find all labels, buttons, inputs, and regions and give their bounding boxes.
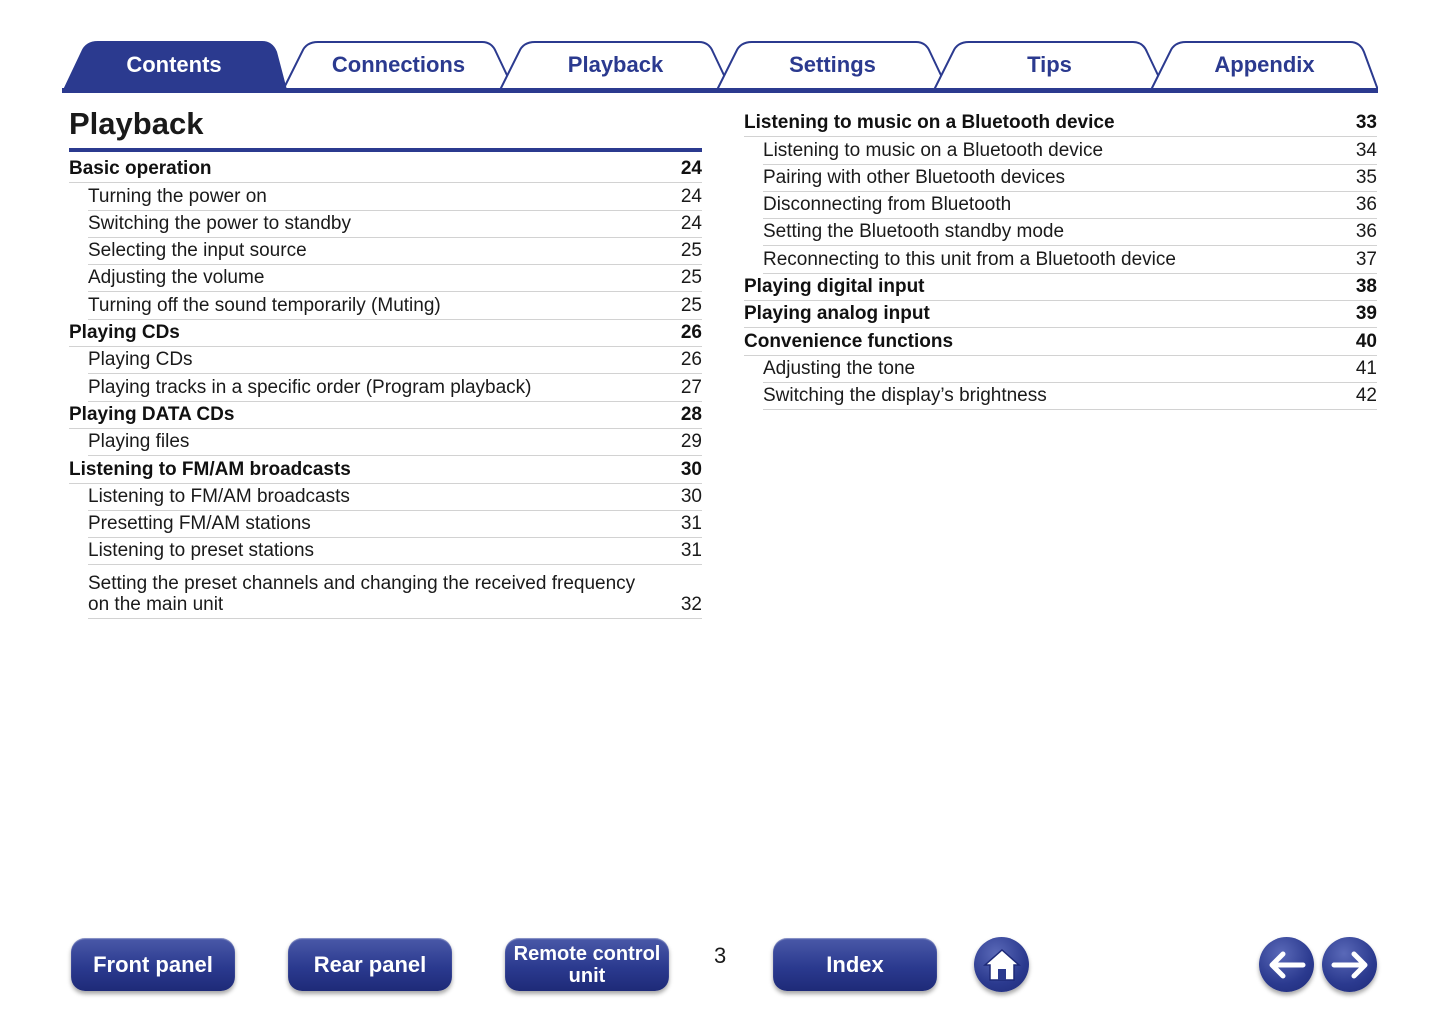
toc-title: Listening to music on a Bluetooth device — [744, 112, 1115, 134]
back-button[interactable] — [1259, 937, 1314, 992]
arrow-left-icon — [1267, 950, 1307, 980]
toc-page: 31 — [680, 513, 702, 535]
index-button[interactable] — [773, 938, 937, 991]
toc-section-bluetooth[interactable] — [744, 110, 1377, 137]
toc-page: 39 — [1355, 303, 1377, 325]
toc-section-analog-input[interactable] — [744, 301, 1377, 328]
toc-page: 41 — [1355, 357, 1377, 379]
toc-title: Turning the power on — [88, 185, 267, 207]
page-number: 3 — [714, 943, 727, 968]
toc-title: Presetting FM/AM stations — [88, 513, 311, 535]
toc-item[interactable] — [88, 429, 702, 456]
toc-page: 36 — [1355, 194, 1377, 216]
tab-settings[interactable]: Settings — [789, 52, 876, 77]
toc-page: 25 — [680, 294, 702, 316]
toc-page: 42 — [1355, 385, 1377, 407]
toc-page: 25 — [680, 267, 702, 289]
toc-page: 27 — [680, 376, 702, 398]
toc-title: Setting the preset channels and changing the received frequency on the main unit — [88, 573, 636, 616]
toc-item[interactable] — [88, 565, 702, 619]
toc-title: Playing analog input — [744, 303, 930, 325]
toc-page: 24 — [680, 158, 702, 180]
toc-title: Switching the display’s brightness — [763, 385, 1047, 407]
toc-page: 24 — [680, 185, 702, 207]
tab-tips[interactable]: Tips — [1027, 52, 1072, 77]
toc-item[interactable] — [88, 292, 702, 319]
title-divider — [69, 148, 702, 152]
toc-page: 24 — [680, 212, 702, 234]
toc-title: Listening to music on a Bluetooth device — [763, 139, 1104, 161]
toc-page: 29 — [680, 431, 702, 453]
home-icon — [982, 947, 1022, 983]
toc-item[interactable] — [88, 265, 702, 292]
toc-item[interactable] — [88, 238, 702, 265]
toc-page: 33 — [1355, 112, 1377, 134]
toc-section-digital-input[interactable] — [744, 274, 1377, 301]
toc-item[interactable] — [763, 383, 1377, 410]
toc-section-playing-data-cds[interactable] — [69, 402, 702, 429]
toc-item[interactable] — [763, 192, 1377, 219]
tab-connections[interactable]: Connections — [331, 52, 466, 77]
toc-title: Pairing with other Bluetooth devices — [763, 166, 1066, 188]
front-panel-button[interactable] — [71, 938, 235, 991]
toc-page: 26 — [680, 349, 702, 371]
toc-title: Convenience functions — [744, 330, 954, 352]
toc-title: Adjusting the tone — [763, 357, 916, 379]
toc-section-basic-operation[interactable] — [69, 156, 702, 183]
toc-title: Basic operation — [69, 158, 212, 180]
rear-panel-label: Rear panel — [313, 951, 427, 977]
remote-control-label: Remote control unit — [513, 942, 661, 987]
toc-page: 26 — [680, 322, 702, 344]
toc-item[interactable] — [763, 137, 1377, 164]
toc-section-convenience[interactable] — [744, 328, 1377, 355]
toc-page: 32 — [680, 594, 702, 616]
toc-left-column — [69, 156, 702, 619]
tab-contents[interactable]: Contents — [126, 52, 222, 77]
front-panel-label: Front panel — [93, 951, 213, 977]
toc-title: Setting the Bluetooth standby mode — [763, 221, 1065, 243]
home-button[interactable] — [974, 937, 1029, 992]
toc-item[interactable] — [763, 165, 1377, 192]
toc-page: 31 — [680, 540, 702, 562]
toc-title: Playing CDs — [69, 322, 180, 344]
toc-item[interactable] — [88, 347, 702, 374]
toc-item[interactable] — [88, 183, 702, 210]
toc-section-fm-am[interactable] — [69, 456, 702, 483]
toc-title: Playing CDs — [88, 349, 193, 371]
toc-title: Adjusting the volume — [88, 267, 265, 289]
toc-item[interactable] — [763, 356, 1377, 383]
toc-item[interactable] — [88, 484, 702, 511]
arrow-right-icon — [1330, 950, 1370, 980]
rear-panel-button[interactable] — [288, 938, 452, 991]
toc-section-playing-cds[interactable] — [69, 320, 702, 347]
toc-item[interactable] — [88, 374, 702, 401]
toc-page: 38 — [1355, 276, 1377, 298]
toc-page: 25 — [680, 240, 702, 262]
toc-title: Listening to preset stations — [88, 540, 315, 562]
toc-page: 30 — [680, 458, 702, 480]
toc-page: 36 — [1355, 221, 1377, 243]
tab-appendix[interactable]: Appendix — [1214, 52, 1315, 77]
toc-title: Playing tracks in a specific order (Program playback) — [88, 376, 532, 398]
remote-control-button[interactable] — [505, 938, 669, 991]
toc-item[interactable] — [88, 511, 702, 538]
toc-item[interactable] — [763, 246, 1377, 273]
toc-right-column — [744, 110, 1377, 410]
toc-title: Playing digital input — [744, 276, 925, 298]
toc-title: Listening to FM/AM broadcasts — [88, 485, 350, 507]
toc-title: Playing files — [88, 431, 190, 453]
toc-page: 35 — [1355, 166, 1377, 188]
toc-page: 37 — [1355, 248, 1377, 270]
tab-playback[interactable]: Playback — [567, 52, 664, 77]
toc-page: 40 — [1355, 330, 1377, 352]
toc-item[interactable] — [88, 211, 702, 238]
toc-page: 34 — [1355, 139, 1377, 161]
toc-title: Disconnecting from Bluetooth — [763, 194, 1012, 216]
toc-title: Turning off the sound temporarily (Muting) — [88, 294, 441, 316]
forward-button[interactable] — [1322, 937, 1377, 992]
toc-item[interactable] — [88, 538, 702, 565]
toc-title: Selecting the input source — [88, 240, 307, 262]
toc-title: Reconnecting to this unit from a Bluetooth device — [763, 248, 1176, 270]
toc-page: 28 — [680, 403, 702, 425]
toc-title: Listening to FM/AM broadcasts — [69, 458, 351, 480]
tab-bar — [62, 40, 1378, 94]
toc-title: Switching the power to standby — [88, 212, 351, 234]
toc-title: Playing DATA CDs — [69, 403, 235, 425]
index-label: Index — [826, 951, 884, 977]
page-title: Playback — [69, 106, 204, 141]
toc-page: 30 — [680, 485, 702, 507]
toc-item[interactable] — [763, 219, 1377, 246]
